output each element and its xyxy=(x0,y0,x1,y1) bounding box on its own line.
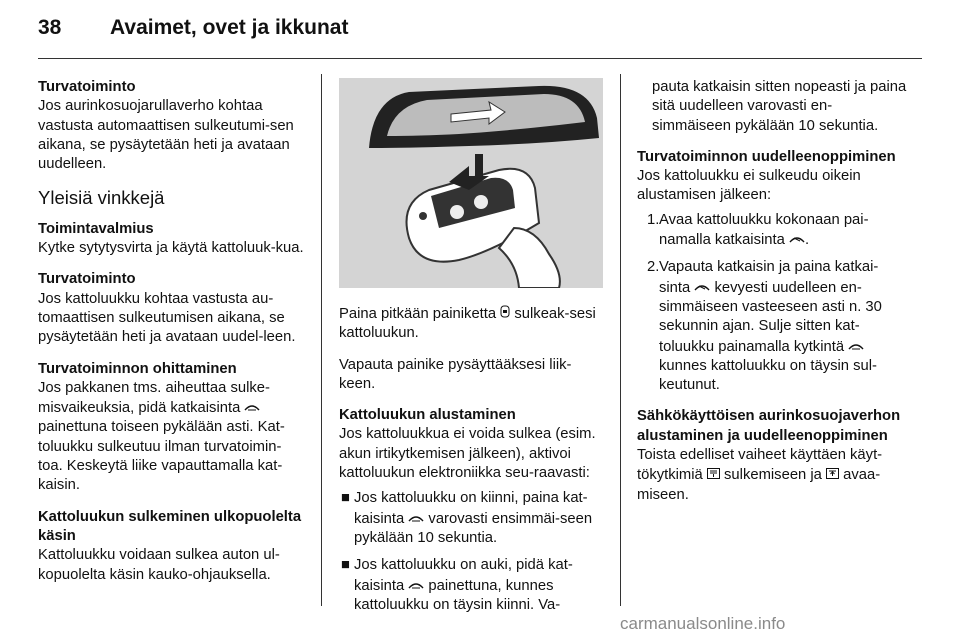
page-header xyxy=(38,16,348,40)
text-span: kunnes kattoluukku on täysin sul-keutunut. xyxy=(659,357,877,394)
header-rule xyxy=(38,58,922,59)
text-span: Jos kattoluukku on auki, pidä kat-kaisinta xyxy=(354,557,573,594)
text-span: avaa-miseen. xyxy=(637,467,881,503)
text-span: . xyxy=(804,232,810,249)
section-title: Yleisiä vinkkejä xyxy=(38,187,165,209)
watermark: carmanualsonline.info xyxy=(620,614,786,633)
page-title: Avaimet, ovet ja ikkunat xyxy=(110,16,349,39)
bullet-icon: ■ xyxy=(341,490,350,507)
paragraph: Jos kattoluukkua ei voida sulkea (esim. akun irtikytkemisen jälkeen), aktivoi kattoluukun elektroniikka seu-raavasti: xyxy=(339,426,596,482)
text-span: Avaa kattoluukku kokonaan pai-namalla katkaisinta xyxy=(659,211,869,249)
subheading: Kattoluukun alustaminen xyxy=(339,407,516,424)
paragraph: Kattoluukku voidaan sulkea auton ul-kopuolelta käsin kauko-ohjauksella. xyxy=(38,547,280,583)
text-span: Vapauta katkaisin ja paina katkai-sinta xyxy=(659,259,879,296)
column-2 xyxy=(339,304,607,623)
sunroof-key-illustration xyxy=(339,78,603,288)
step-number: 1. xyxy=(647,211,660,228)
safety-block-2 xyxy=(38,270,306,347)
text-span: Toista edelliset vaiheet käyttäen käyt-tökytkimiä xyxy=(637,447,883,484)
paragraph: Jos kattoluukku kohtaa vastusta au-tomaattisen sulkeutumisen aikana, se pysäytetään heti ja avataan uudel-leen. xyxy=(38,290,296,346)
list-item xyxy=(339,556,607,615)
subheading: Turvatoiminnon ohittaminen xyxy=(38,360,237,377)
text-span: Jos kattoluukku on kiinni, paina kat-kaisinta xyxy=(354,490,588,527)
paragraph xyxy=(339,304,607,344)
paragraph: Jos kattoluukku ei sulkeudu oikein alustamisen jälkeen: xyxy=(637,168,861,204)
column-divider-2 xyxy=(620,74,621,606)
text-span: sulkemiseen ja xyxy=(724,467,822,484)
column-divider-1 xyxy=(321,74,322,606)
key-lock-icon xyxy=(500,304,510,323)
bullet-icon: ■ xyxy=(341,557,350,574)
sunblind-open-icon xyxy=(826,465,839,484)
paragraph xyxy=(38,379,306,496)
subheading: Turvatoiminnon uudelleenoppiminen xyxy=(637,148,896,165)
text-span: Jos pakkanen tms. aiheuttaa sulke-misvaikeuksia, pidä katkaisinta xyxy=(38,379,270,417)
roof-switch-icon xyxy=(408,509,424,528)
subheading: Kattoluukun sulkeminen ulkopuolelta käsin xyxy=(38,508,302,544)
subheading: Turvatoiminto xyxy=(38,79,136,95)
list-item xyxy=(637,258,907,395)
illustration-svg xyxy=(339,78,603,288)
subheading: Sähkökäyttöisen aurinkosuojaverhon alustaminen ja uudelleenoppiminen xyxy=(637,408,901,444)
step-number: 2. xyxy=(647,259,660,276)
paragraph xyxy=(637,446,907,505)
subheading: Toimintavalmius xyxy=(38,220,154,237)
text-span: painettuna, kunnes kattoluukku on täysin kiinni. Va- xyxy=(354,577,561,613)
text-span: sulkeak-sesi kattoluukun. xyxy=(339,306,596,342)
sunblind-close-icon xyxy=(707,465,720,484)
list-item xyxy=(339,489,607,548)
paragraph: Kytke sytytysvirta ja käytä kattoluuk-kua. xyxy=(38,240,304,257)
outside-close-block xyxy=(38,508,306,585)
override-block xyxy=(38,360,306,496)
text-span: Paina pitkään painiketta xyxy=(339,306,497,322)
roof-switch-icon xyxy=(848,337,864,356)
text-span: painettuna toiseen pykälään asti. Kat-toluukku sulkeutuu ilman turvatoimin-toa. Keskeytä liike vapauttamalla kat-kaisin. xyxy=(38,419,285,494)
text-span: kevyesti uudelleen en-simmäiseen vasteeseen asti n. 30 sekunnin ajan. Sulje sitten kat-toluukku painamalla kytkintä xyxy=(659,279,882,355)
page-number: 38 xyxy=(38,16,62,39)
column-3 xyxy=(637,78,907,505)
subheading: Turvatoiminto xyxy=(38,271,136,288)
readiness-block xyxy=(38,220,306,259)
text-span: varovasti ensimmäi-seen pykälään 10 sekuntia. xyxy=(354,510,593,546)
paragraph: pauta katkaisin sitten nopeasti ja paina sitä uudelleen varovasti en-simmäiseen pykälään 10 sekuntia. xyxy=(652,79,907,134)
roof-switch-icon xyxy=(408,576,424,595)
roof-switch-icon xyxy=(244,398,260,417)
safety-block-1 xyxy=(38,78,306,174)
roof-open-switch-icon xyxy=(694,278,710,297)
list-item xyxy=(637,211,907,251)
roof-open-switch-icon xyxy=(789,230,805,249)
column-1 xyxy=(38,78,306,597)
paragraph: Vapauta painike pysäyttääksesi liik-keen. xyxy=(339,356,572,392)
paragraph: Jos aurinkosuojarullaverho kohtaa vastusta automaattisen sulkeutumi-sen aikana, se pysäytetään heti ja avataan uudelleen. xyxy=(38,98,294,173)
